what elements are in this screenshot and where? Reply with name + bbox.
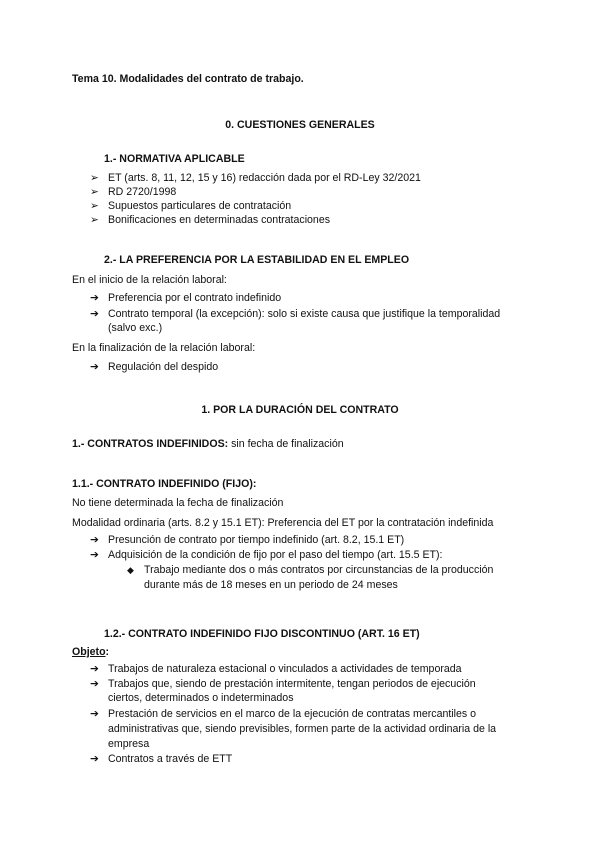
fin-intro: En la finalización de la relación laboral:: [72, 342, 256, 354]
document-title: Tema 10. Modalidades del contrato de trabajo.: [72, 73, 304, 85]
fijo-heading: 1.1.- CONTRATO INDEFINIDO (FIJO):: [72, 478, 257, 490]
list-item-continuation: (salvo exc.): [108, 322, 163, 334]
list-item: ET (arts. 8, 11, 12, 15 y 16) redacción dada por el RD-Ley 32/2021: [108, 172, 421, 184]
arrow-bullet-icon: ➔: [90, 708, 99, 720]
preferencia-heading: 2.- LA PREFERENCIA POR LA ESTABILIDAD EN EL EMPLEO: [104, 254, 410, 266]
arrowhead-bullet-icon: ➢: [90, 214, 99, 226]
arrow-bullet-icon: ➔: [90, 361, 99, 373]
list-item-continuation: empresa: [108, 738, 150, 750]
arrowhead-bullet-icon: ➢: [90, 200, 99, 212]
section-0-heading: 0. CUESTIONES GENERALES: [225, 119, 375, 131]
list-item: Supuestos particulares de contratación: [108, 200, 292, 212]
arrow-bullet-icon: ➔: [90, 663, 99, 675]
sub-list-item-continuation: durante más de 18 meses en un periodo de 24 meses: [144, 579, 398, 591]
objeto-label-text: Objeto: [72, 646, 106, 658]
list-item-continuation: ciertos, determinados o indeterminados: [108, 692, 294, 704]
list-item: Bonificaciones en determinadas contrataciones: [108, 214, 331, 226]
arrow-bullet-icon: ➔: [90, 753, 99, 765]
arrow-bullet-icon: ➔: [90, 549, 99, 561]
list-item: Trabajos que, siendo de prestación intermitente, tengan periodos de ejecución: [108, 678, 476, 690]
indefinidos-line: [72, 437, 344, 451]
indefinidos-label: 1.- CONTRATOS INDEFINIDOS:: [72, 438, 229, 450]
section-1-heading: 1. POR LA DURACIÓN DEL CONTRATO: [201, 404, 399, 416]
list-item: Trabajos de naturaleza estacional o vinculados a actividades de temporada: [108, 663, 462, 675]
list-item: Presunción de contrato por tiempo indefinido (art. 8.2, 15.1 ET): [108, 534, 405, 546]
indefinidos-text: sin fecha de finalización: [228, 438, 344, 450]
arrow-bullet-icon: ➔: [90, 292, 99, 304]
inicio-intro: En el inicio de la relación laboral:: [72, 274, 227, 286]
objeto-colon: :: [105, 646, 110, 658]
normativa-heading: 1.- NORMATIVA APLICABLE: [104, 153, 245, 165]
list-item: Prestación de servicios en el marco de la ejecución de contratas mercantiles o: [108, 708, 477, 720]
list-item: Regulación del despido: [108, 361, 219, 373]
arrow-bullet-icon: ➔: [90, 678, 99, 690]
sub-list-item: Trabajo mediante dos o más contratos por circunstancias de la producción: [144, 564, 494, 576]
list-item: Contratos a través de ETT: [108, 753, 233, 765]
arrow-bullet-icon: ➔: [90, 534, 99, 546]
fijo-line-1: No tiene determinada la fecha de finalización: [72, 497, 284, 509]
list-item: Preferencia por el contrato indefinido: [108, 292, 282, 304]
arrow-bullet-icon: ➔: [90, 308, 99, 320]
fijo-line-2: Modalidad ordinaria (arts. 8.2 y 15.1 ET): Preferencia del ET por la contratación indefinida: [72, 517, 494, 529]
arrowhead-bullet-icon: ➢: [90, 186, 99, 198]
diamond-bullet-icon: ◆: [127, 565, 134, 575]
list-item: Contrato temporal (la excepción): solo si existe causa que justifique la temporalidad: [108, 308, 501, 320]
list-item: RD 2720/1998: [108, 186, 177, 198]
discontinuo-heading: 1.2.- CONTRATO INDEFINIDO FIJO DISCONTINUO (ART. 16 ET): [104, 628, 420, 640]
objeto-label: [72, 645, 109, 659]
arrowhead-bullet-icon: ➢: [90, 172, 99, 184]
list-item-continuation: administrativas que, siendo previsibles, formen parte de la actividad ordinaria de la: [108, 723, 497, 735]
list-item: Adquisición de la condición de fijo por el paso del tiempo (art. 15.5 ET):: [108, 549, 443, 561]
